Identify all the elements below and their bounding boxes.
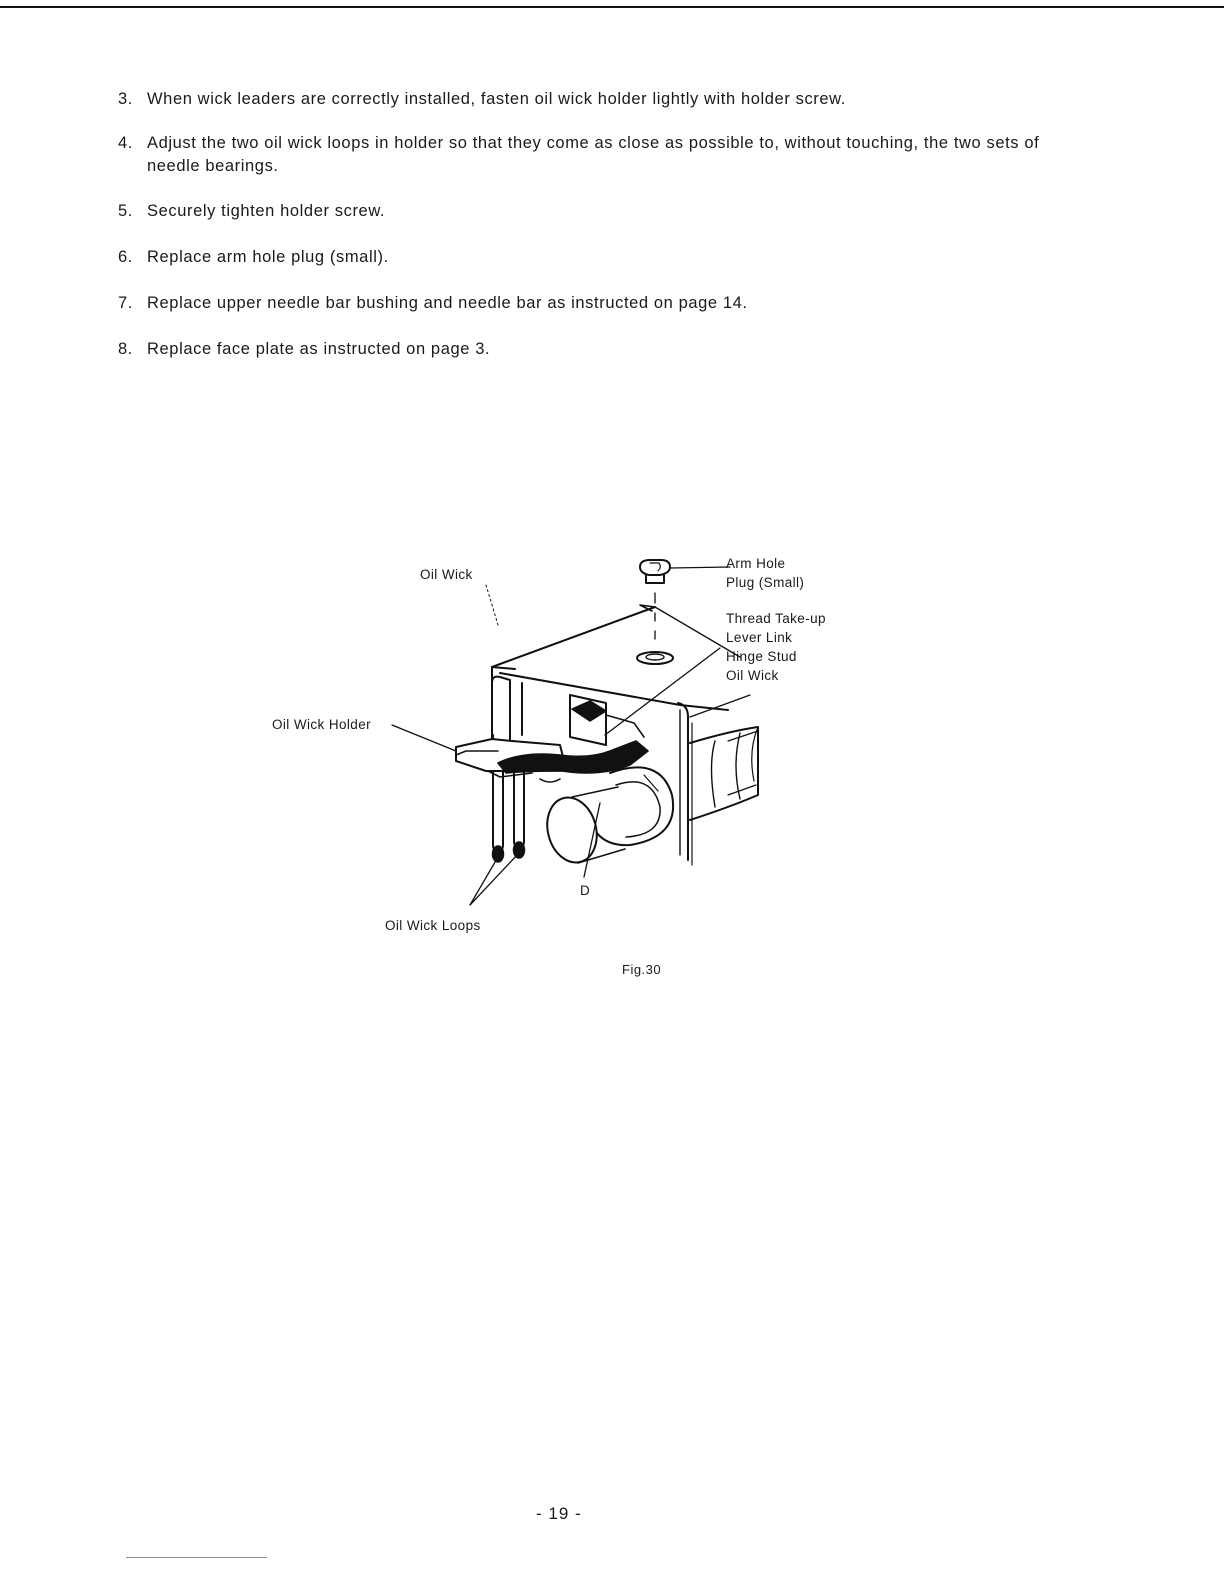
top-rule (0, 6, 1224, 8)
label-thread-takeup-line1: Thread Take-up (726, 611, 826, 626)
arm-hole-plug (640, 560, 670, 575)
instruction-step (118, 132, 1078, 178)
bracket-left (492, 677, 510, 745)
instruction-list (118, 88, 1078, 361)
label-oil-wick-loops: Oil Wick Loops (385, 918, 481, 933)
figure-30 (260, 545, 880, 945)
step-number: 4. (118, 134, 133, 152)
bottom-rule (126, 1557, 267, 1558)
label-arm-hole-plug-line1: Arm Hole (726, 556, 786, 571)
label-oil-wick: Oil Wick (420, 567, 473, 582)
label-oil-wick-right: Oil Wick (726, 668, 779, 683)
instruction-step (118, 200, 1078, 223)
arm-shaft (690, 727, 758, 820)
instruction-step (118, 88, 1078, 111)
step-number: 8. (118, 340, 133, 358)
oil-wick-illustration (260, 545, 880, 945)
arm-inner-edge (500, 673, 728, 710)
label-d: D (580, 883, 591, 898)
label-arm-hole-plug-line2: Plug (Small) (726, 575, 805, 590)
step-number: 6. (118, 248, 133, 266)
step-text: Replace arm hole plug (small). (147, 248, 389, 266)
leader-arm-hole-plug (670, 567, 730, 568)
instruction-step (118, 246, 1078, 269)
instruction-step (118, 338, 1078, 361)
leader-oil-wick-top (486, 585, 498, 625)
label-oil-wick-holder: Oil Wick Holder (272, 717, 372, 732)
arm-top-edge (492, 607, 655, 667)
figure-caption: Fig.30 (622, 962, 662, 977)
step-text: Adjust the two oil wick loops in holder so that they come as close as possible to, without touching, the two sets of needle bearings. (147, 134, 1040, 175)
label-thread-takeup-line3: Hinge Stud (726, 649, 797, 664)
step-text: Securely tighten holder screw. (147, 202, 386, 220)
label-thread-takeup-line2: Lever Link (726, 630, 793, 645)
step-number: 5. (118, 202, 133, 220)
page-number: - 19 - (536, 1504, 582, 1523)
bearing-housing (590, 767, 673, 845)
step-text: When wick leaders are correctly installed, fasten oil wick holder lightly with holder screw. (147, 90, 846, 108)
step-text: Replace upper needle bar bushing and needle bar as instructed on page 14. (147, 294, 748, 312)
step-number: 7. (118, 294, 133, 312)
instruction-step (118, 292, 1078, 315)
step-text: Replace face plate as instructed on page 3. (147, 340, 491, 358)
leader-oil-wick-holder (392, 725, 456, 751)
step-number: 3. (118, 90, 133, 108)
